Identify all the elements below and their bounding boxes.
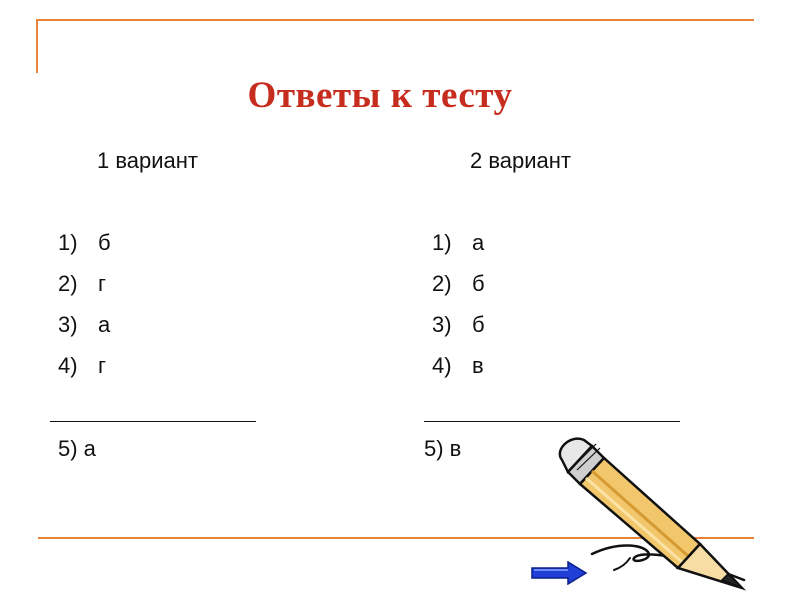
answer-item bbox=[58, 345, 111, 386]
answer-number: 4) bbox=[432, 353, 452, 378]
variant-1-divider bbox=[50, 421, 256, 422]
next-arrow-icon[interactable] bbox=[530, 561, 588, 585]
answer-item bbox=[58, 222, 111, 263]
answer-item bbox=[58, 304, 111, 345]
answer-letter: а bbox=[98, 312, 111, 337]
answer-letter: г bbox=[98, 353, 107, 378]
answer-item bbox=[432, 222, 485, 263]
variant-2-answers bbox=[432, 222, 485, 386]
answer-number: 3) bbox=[432, 312, 452, 337]
variant-2-final-answer: 5) в bbox=[424, 436, 462, 461]
answer-number: 2) bbox=[432, 271, 452, 296]
answer-number: 1) bbox=[432, 230, 452, 255]
answer-number: 2) bbox=[58, 271, 78, 296]
frame-line-top bbox=[36, 19, 754, 21]
variant-2-divider bbox=[424, 421, 680, 422]
answer-letter: а bbox=[472, 230, 485, 255]
answer-number: 3) bbox=[58, 312, 78, 337]
variant-1-heading: 1 вариант bbox=[97, 148, 199, 173]
answer-letter: г bbox=[98, 271, 107, 296]
slide-title: Ответы к тесту bbox=[247, 75, 513, 116]
answer-letter: б bbox=[472, 312, 485, 337]
answer-item bbox=[432, 263, 485, 304]
answer-letter: б bbox=[98, 230, 111, 255]
answer-item bbox=[58, 263, 111, 304]
answer-item bbox=[432, 304, 485, 345]
answer-letter: б bbox=[472, 271, 485, 296]
variant-2-heading: 2 вариант bbox=[470, 148, 572, 173]
answer-number: 4) bbox=[58, 353, 78, 378]
answer-letter: в bbox=[472, 353, 484, 378]
frame-line-left bbox=[36, 19, 38, 73]
variant-1-answers bbox=[58, 222, 111, 386]
answer-item bbox=[432, 345, 485, 386]
variant-1-final-answer: 5) а bbox=[58, 436, 96, 461]
answer-number: 1) bbox=[58, 230, 78, 255]
